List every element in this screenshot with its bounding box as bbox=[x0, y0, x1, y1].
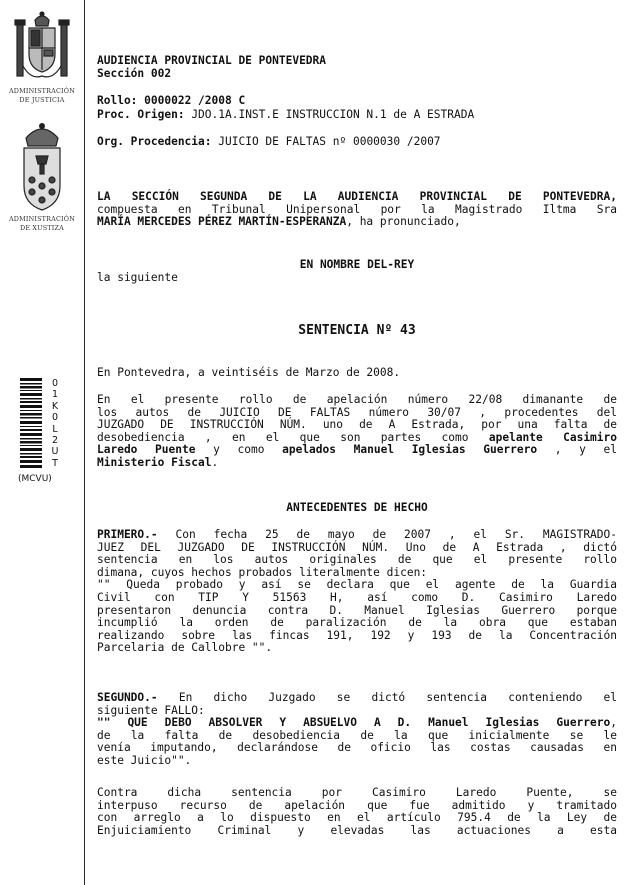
intro-line-3: MARÍA MERCEDES PÉREZ MARTÍN-ESPERANZA, ha pronunciado, bbox=[97, 215, 461, 229]
org-line bbox=[97, 136, 441, 149]
emblem-bottom-caption-2: DE XUSTIZA bbox=[20, 224, 64, 233]
rollo-label: Rollo: bbox=[97, 94, 138, 107]
primero-label: PRIMERO.- bbox=[97, 528, 158, 541]
proc-line bbox=[97, 109, 474, 122]
rollo-line bbox=[97, 95, 245, 108]
intro-line-2: compuesta en Tribunal Unipersonal por la Magistrado Iltma Sra bbox=[97, 202, 617, 216]
emblem-bottom-caption-1: ADMINISTRACIÓN bbox=[8, 215, 76, 223]
segundo-paragraph: SEGUNDO.- En dicho Juzgado se dictó sentencia conteniendo el siguiente FALLO: "" QUE DEBO ABSOLVER Y ABSUELVO A D. Manuel Iglesias Guerrero, de la falta de desobediencia de la que inicialmente se le venía imputando, declarándose de oficio las costas causadas en este Juicio"". bbox=[97, 691, 617, 767]
antecedentes-title: ANTECEDENTES DE HECHO bbox=[286, 501, 428, 514]
barcode-label: (MCVU) bbox=[18, 474, 52, 485]
rollo-value: 0000022 /2008 C bbox=[144, 94, 246, 107]
fecha: En Pontevedra, a veintiséis de Marzo de 2008. bbox=[97, 366, 401, 379]
sentencia-title: SENTENCIA Nº 43 bbox=[298, 323, 416, 338]
paragraph-final: Contra dicha sentencia por Casimiro Laredo Puente, se interpuso recurso de apelación que fue admitido y tramitado con arreglo a lo dispuesto en el artículo 795.4 de la Ley de Enjuiciamiento Criminal y elevadas las actuaciones a esta bbox=[97, 786, 617, 837]
emblem-bottom bbox=[6, 122, 78, 233]
proc-label: Proc. Origen: bbox=[97, 108, 185, 121]
org-label: Org. Procedencia: bbox=[97, 135, 212, 148]
barcode-code: 0 1 K 0 L 2 U T bbox=[51, 378, 59, 469]
segundo-label: SEGUNDO.- bbox=[97, 691, 158, 704]
emblem-top-caption-1: ADMINISTRACIÓN bbox=[8, 87, 76, 95]
court-name: AUDIENCIA PROVINCIAL DE PONTEVEDRA bbox=[97, 54, 327, 67]
emblem-top bbox=[6, 10, 78, 105]
intro-paragraph bbox=[97, 191, 617, 229]
court-section: Sección 002 bbox=[97, 67, 172, 80]
la-siguiente: la siguiente bbox=[97, 271, 178, 284]
intro-line-1: LA SECCIÓN SEGUNDA DE LA AUDIENCIA PROVINCIAL DE PONTEVEDRA, bbox=[97, 190, 617, 203]
emblem-top-caption-2: DE JUSTICIA bbox=[19, 96, 65, 105]
margin-rule bbox=[84, 0, 85, 885]
paragraph-1: En el presente rollo de apelación número 22/08 dimanante de los autos de JUICIO DE FALTAS número 30/07 , procedentes del JUZGADO DE INSTRUCCIÓN NÚM. uno de A Estrada, por una falta de desobediencia , en el que son partes como apelante Casimiro Laredo Puente y como apelados Manuel Iglesias Guerrero , y el Ministerio Fiscal. bbox=[97, 393, 618, 469]
nombre-rey: EN NOMBRE DEL-REY bbox=[299, 258, 415, 271]
org-value: JUICIO DE FALTAS nº 0000030 /2007 bbox=[218, 135, 441, 148]
galician-coat-of-arms-icon bbox=[14, 122, 70, 214]
barcode-block bbox=[20, 378, 70, 486]
proc-value: JDO.1A.INST.E INSTRUCCION N.1 de A ESTRADA bbox=[191, 108, 475, 121]
spanish-coat-of-arms-icon bbox=[11, 10, 73, 86]
magistrate-name: MARÍA MERCEDES PÉREZ MARTÍN-ESPERANZA bbox=[97, 215, 347, 229]
barcode-icon bbox=[20, 378, 42, 468]
primero-paragraph: PRIMERO.- Con fecha 25 de mayo de 2007 , el Sr. MAGISTRADO- JUEZ DEL JUZGADO DE INSTRUCCIÓN NÚM. Uno de A Estrada , dictó sentencia en los autos originales de que el presente rollo dimana, cuyos hechos probados literalmente dicen: "" Queda probado y así se declara que el agente de la Guardia Civil con TIP Y 51563 H, así como D. Casimiro Laredo presentaron denuncia contra D. Manuel Iglesias Guerrero porque incumplió la orden de paralización de la obra que estaban realizando sobre las fincas 191, 192 y 193 de la Concentración Parcelaria de Callobre "". bbox=[97, 528, 617, 655]
